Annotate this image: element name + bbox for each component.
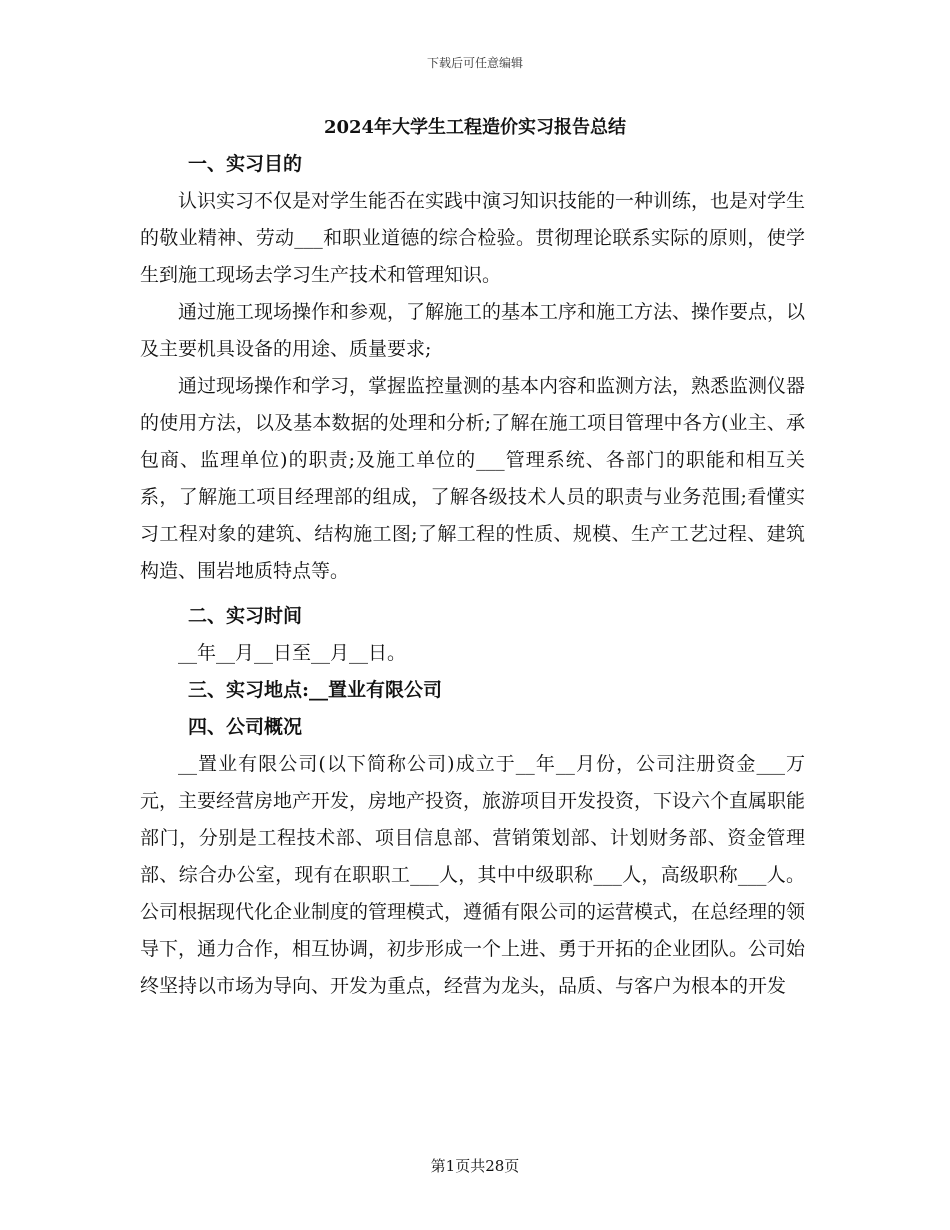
page-number: 第1页共28页 — [430, 1157, 520, 1175]
section-heading-purpose: 一、实习目的 — [188, 153, 303, 175]
section-heading-location: 三、实习地点:__置业有限公司 — [188, 679, 443, 701]
paragraph: 通过现场操作和学习，掌握监控量测的基本内容和监测方法，熟悉监测仪器的使用方法，以及基本数据的处理和分析;了解在施工项目管理中各方(业主、承包商、监理单位)的职责;及施工单位的___管理系统、各部门的职能和相互关系，了解施工项目经理部的组成，了解各级技术人员的职责与业务范围;看懂实习工程对象的建筑、结构施工图;了解工程的性质、规模、生产工艺过程、建筑构造、围岩地质特点等。 — [140, 375, 806, 582]
paragraph: __置业有限公司(以下简称公司)成立于__年__月份，公司注册资金___万元，主要经营房地产开发，房地产投资，旅游项目开发投资，下设六个直属职能部门，分别是工程技术部、项目信息部、营销策划部、计划财务部、资金管理部、综合办公室，现有在职职工___人，其中中级职称___人，高级职称___人。公司根据现代化企业制度的管理模式，遵循有限公司的运营模式，在总经理的领导下，通力合作，相互协调，初步形成一个上进、勇于开拓的企业团队。公司始终坚持以市场为导向、开发为重点，经营为龙头，品质、与客户为根本的开发 — [140, 753, 806, 997]
header-note: 下载后可任意编辑 — [426, 56, 523, 70]
document-title: 2024年大学生工程造价实习报告总结 — [323, 117, 627, 138]
paragraph: 认识实习不仅是对学生能否在实践中演习知识技能的一种训练，也是对学生的敬业精神、劳动___和职业道德的综合检验。贯彻理论联系实际的原则，使学生到施工现场去学习生产技术和管理知识。 — [140, 190, 806, 286]
document-body — [140, 146, 805, 1005]
section-heading-time: 二、实习时间 — [188, 605, 303, 627]
paragraph: 通过施工现场操作和参观，了解施工的基本工序和施工方法、操作要点，以及主要机具设备的用途、质量要求; — [140, 301, 806, 360]
section-gap — [140, 590, 805, 598]
section-heading-company: 四、公司概况 — [188, 716, 303, 738]
paragraph: __年__月__日至__月__日。 — [178, 642, 407, 664]
